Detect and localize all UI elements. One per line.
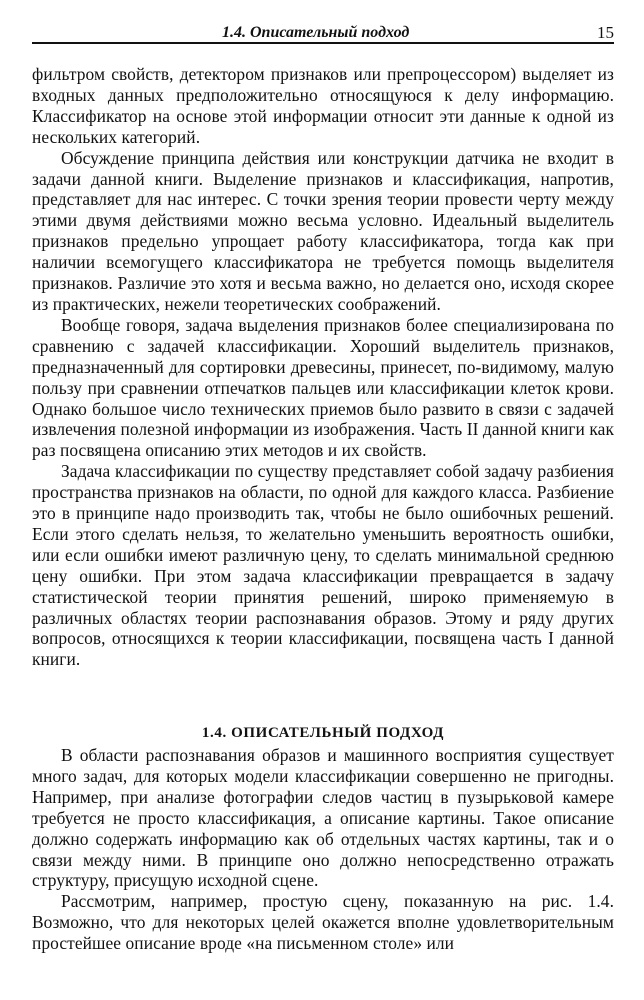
- paragraph: В области распознавания образов и машинного восприятия существует много задач, для которых модели классификации совершенно не пригодны. Например, при анализе фотографии следов частиц в пузырьковой камере требуется не просто классификация, а описание картины. Такое описание должно содержать информацию как об отдельных частях картины, так и о связи между ними. В принципе оно должно непосредственно отражать структуру, присущую исходной сцене.: [32, 745, 614, 891]
- body-text-after-section: [32, 745, 614, 954]
- running-head: [32, 0, 614, 44]
- body-text-before-section: [32, 64, 614, 670]
- paragraph: Задача классификации по существу представляет собой задачу разбиения пространства признаков на области, по одной для каждого класса. Разбиение это в принципе надо производить так, чтобы не было ошибочных решений. Если этого сделать нельзя, то желательно уменьшить вероятность ошибки, или если ошибки имеют различную цену, то сделать минимальной среднюю цену ошибки. При этом задача классификации превращается в задачу статистической теории принятия решений, широко применяемую в различных областях теории распознавания образов. Этому и ряду других вопросов, относящихся к теории классификации, посвящена часть I данной книги.: [32, 461, 614, 670]
- page-number: 15: [597, 23, 614, 42]
- paragraph: Вообще говоря, задача выделения признаков более специализирована по сравнению с задачей классификации. Хороший выделитель признаков, предназначенный для сортировки древесины, принесет, по-видимому, малую пользу при сравнении отпечатков пальцев или классификации клеток крови. Однако большое число технических приемов было развито в связи с задачей извлечения полезной информации из изображения. Часть II данной книги как раз посвящена описанию этих методов и их свойств.: [32, 314, 614, 461]
- book-page: [32, 0, 614, 1000]
- paragraph-continued: фильтром свойств, детектором признаков или препроцессором) выделяет из входных данных предположительно относящуюся к делу информацию. Классификатор на основе этой информации относит эти данные к одной из нескольких категорий.: [32, 64, 614, 147]
- paragraph: Рассмотрим, например, простую сцену, показанную на рис. 1.4. Возможно, что для некоторых целей окажется вполне удовлетворительным простейшее описание вроде «на письменном столе» или: [32, 891, 614, 954]
- paragraph: Обсуждение принципа действия или конструкции датчика не входит в задачи данной книги. Выделение признаков и классификация, напротив, представляет для нас интерес. С точки зрения теории провести черту между этими двумя действиями можно весьма условно. Идеальный выделитель признаков предельно упрощает работу классификатора, тогда как при наличии всемогущего классификатора не требуется помощь выделителя признаков. Различие это хотя и весьма важно, но делается оно, исходя скорее из практических, нежели теоретических соображений.: [32, 147, 614, 314]
- section-heading: 1.4. ОПИСАТЕЛЬНЫЙ ПОДХОД: [201, 725, 445, 741]
- running-title: 1.4. Описательный подход: [222, 24, 410, 41]
